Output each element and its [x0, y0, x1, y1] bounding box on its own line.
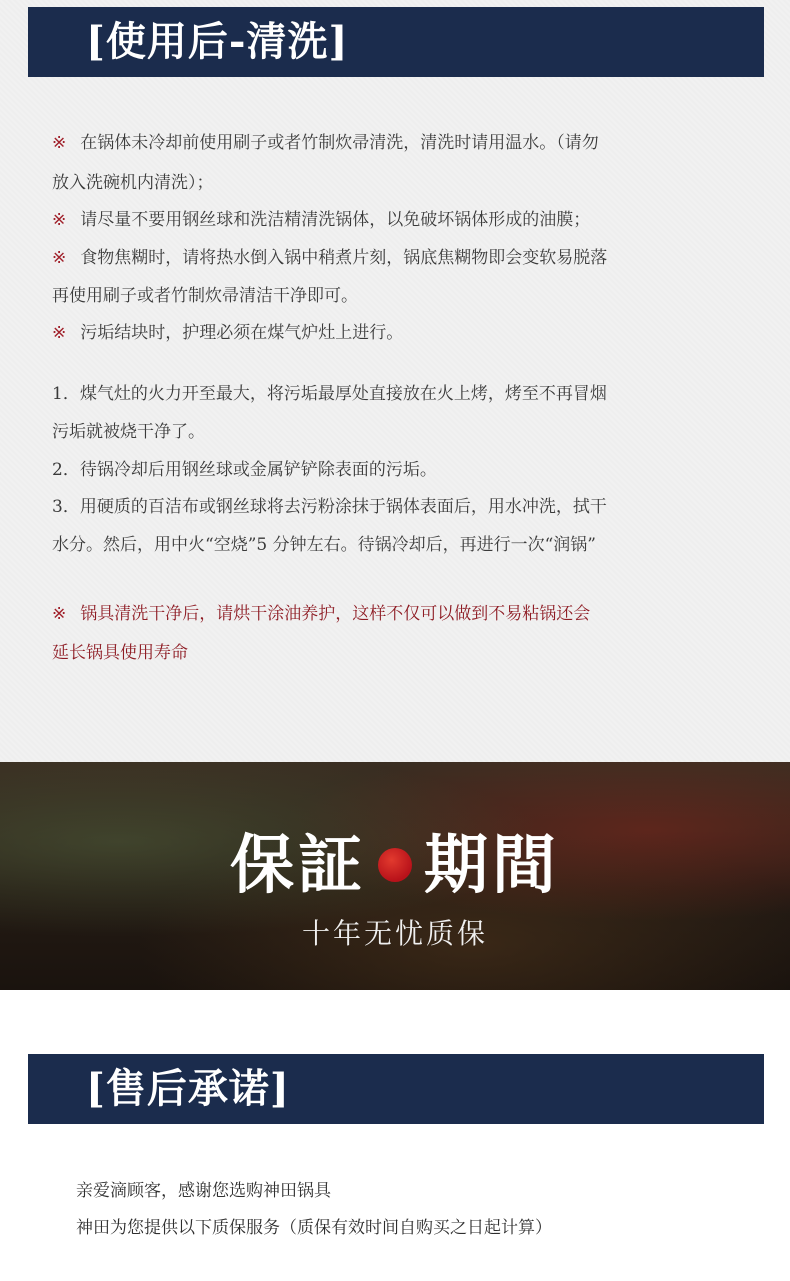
reference-mark-icon: ※	[52, 604, 67, 624]
cleaning-item: ※ 请尽量不要用钢丝球和洗洁精清洗锅体，以免破坏锅体形成的油膜；	[52, 210, 591, 230]
red-dot-icon	[378, 848, 412, 882]
cleaning-item-continued: 再使用刷子或者竹制炊帚清洁干净即可。	[52, 286, 358, 306]
cleaning-title: [使用后-清洗]	[86, 18, 349, 65]
after-sales-greeting: 亲爱滴顾客，感谢您选购神田锅具	[76, 1181, 331, 1201]
reference-mark-icon: ※	[52, 133, 67, 153]
after-sales-service-intro: 神田为您提供以下质保服务（质保有效时间自购买之日起计算）	[76, 1218, 552, 1238]
care-note-continued: 延长锅具使用寿命	[52, 643, 188, 663]
cleaning-item: ※ 污垢结块时，护理必须在煤气炉灶上进行。	[52, 323, 404, 343]
after-sales-title-banner	[28, 1054, 764, 1124]
cleaning-step-continued: 水分。然后，用中火“空烧”5 分钟左右。待锅冷却后，再进行一次“润锅”	[52, 535, 596, 555]
cleaning-item: ※ 在锅体未冷却前使用刷子或者竹制炊帚清洗，清洗时请用温水。（请勿	[52, 133, 599, 153]
cleaning-item-continued: 放入洗碗机内清洗）；	[52, 173, 214, 193]
cleaning-item: ※ 食物焦糊时，请将热水倒入锅中稍煮片刻，锅底焦糊物即会变软易脱落	[52, 248, 608, 268]
cleaning-step: 2．待锅冷却后用钢丝球或金属铲铲除表面的污垢。	[52, 460, 437, 480]
care-note: ※ 锅具清洗干净后，请烘干涂油养护，这样不仅可以做到不易粘锅还会	[52, 604, 591, 624]
reference-mark-icon: ※	[52, 323, 67, 343]
cleaning-step: 3．用硬质的百洁布或钢丝球将去污粉涂抹于锅体表面后，用水冲洗，拭干	[52, 497, 607, 517]
reference-mark-icon: ※	[52, 248, 67, 268]
reference-mark-icon: ※	[52, 210, 67, 230]
warranty-banner	[0, 762, 790, 990]
after-sales-title: [售后承诺]	[86, 1065, 290, 1112]
cleaning-title-banner	[28, 7, 764, 77]
cleaning-step-continued: 污垢就被烧干净了。	[52, 422, 205, 442]
warranty-subtitle: 十年无忧质保	[301, 917, 488, 950]
warranty-title: 保証 期間	[230, 828, 560, 903]
cleaning-step: 1．煤气灶的火力开至最大，将污垢最厚处直接放在火上烤，烤至不再冒烟	[52, 384, 607, 404]
